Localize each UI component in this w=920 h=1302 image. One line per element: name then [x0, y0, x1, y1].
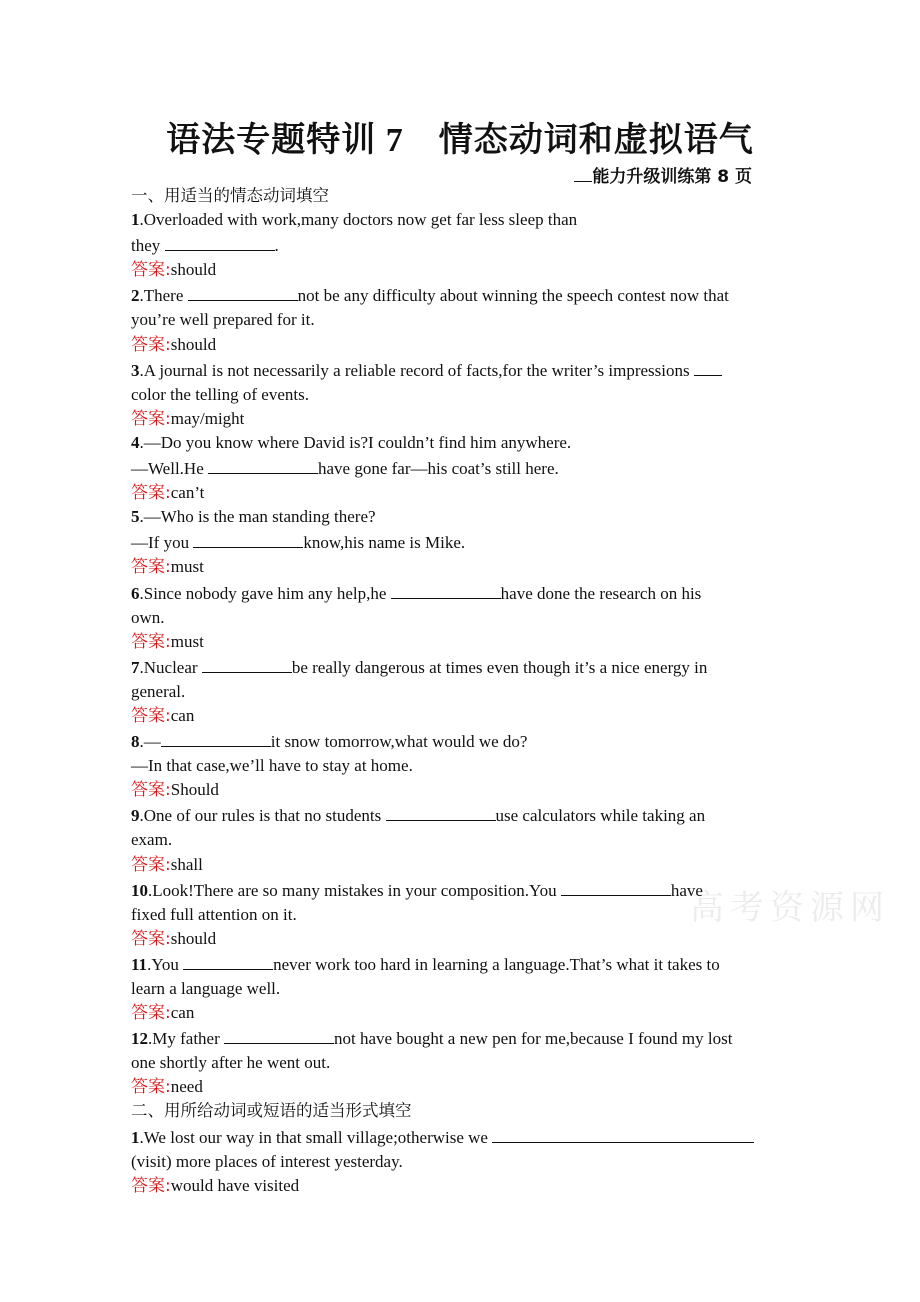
- question: [131, 951, 791, 977]
- question-text: be really dangerous at times even though it’s a nice energy in: [291, 657, 708, 677]
- answer-blank: [561, 877, 671, 896]
- answer-blank: [165, 232, 275, 251]
- answer-label: 答案:: [131, 631, 171, 652]
- answer-blank: [161, 728, 271, 747]
- question-line: —In that case,we’ll have to stay at home.: [131, 756, 413, 776]
- question-number: 8: [131, 732, 140, 752]
- question: [131, 282, 791, 308]
- subtitle-text: 能力升级训练第 8 页: [592, 167, 752, 187]
- answer-line: [131, 258, 791, 282]
- question-line: [131, 455, 791, 481]
- answer-line: [131, 853, 791, 877]
- watermark: 高考资源网: [690, 888, 890, 928]
- question-line: general.: [131, 681, 186, 701]
- answer-line: [131, 1075, 791, 1099]
- answer-label: 答案:: [131, 1077, 171, 1098]
- answer-label: 答案:: [131, 408, 171, 429]
- answer-line: [131, 630, 791, 654]
- answer-line: [131, 927, 791, 951]
- question-number: 10: [131, 880, 148, 900]
- answer-text: must: [170, 557, 204, 577]
- question-text: not have bought a new pen for me,because I found my lost: [334, 1029, 733, 1049]
- question: [131, 505, 791, 529]
- answer-text: shall: [170, 854, 203, 874]
- question-text: .You: [147, 954, 184, 974]
- question-line: (visit) more places of interest yesterday.: [131, 1151, 403, 1171]
- question-text: —Well.He: [131, 459, 208, 479]
- question-text: never work too hard in learning a language.That’s what it takes to: [273, 954, 720, 974]
- answer-line: [131, 407, 791, 431]
- answer-label: 答案:: [131, 260, 171, 281]
- question-number: 7: [131, 657, 140, 677]
- section-heading: 二、用所给动词或短语的适当形式填空: [131, 1101, 412, 1121]
- question-number: 11: [131, 954, 148, 974]
- answer-label: 答案:: [131, 557, 171, 578]
- question-text: .My father: [148, 1029, 225, 1049]
- question-text: .Since nobody gave him any help,he: [139, 583, 391, 603]
- question-text: not be any difficulty about winning the speech contest now that: [297, 286, 729, 306]
- answer-blank: [224, 1025, 334, 1044]
- question-line: color the telling of events.: [131, 384, 309, 404]
- question-text: it snow tomorrow,what would we do?: [270, 732, 528, 752]
- question: [131, 357, 791, 383]
- subtitle-underline: [574, 167, 592, 182]
- question-number: 3: [131, 360, 140, 380]
- answer-blank: [183, 951, 273, 970]
- answer-text: may/might: [170, 408, 245, 428]
- question-text: use calculators while taking an: [495, 806, 706, 826]
- question-line: [131, 232, 791, 258]
- question-line: exam.: [131, 830, 173, 850]
- question-text: they: [131, 236, 165, 256]
- answer-text: would have visited: [170, 1175, 300, 1195]
- answer-line: [131, 778, 791, 802]
- answer-label: 答案:: [131, 334, 171, 355]
- question-line: [131, 529, 791, 555]
- answer-blank: [492, 1124, 754, 1143]
- question-text: have done the research on his: [500, 583, 702, 603]
- answer-blank: [202, 654, 292, 673]
- question-text: have gone far—his coat’s still here.: [318, 459, 559, 479]
- answer-text: should: [170, 928, 217, 948]
- answer-text: need: [170, 1077, 203, 1097]
- question-text: know,his name is Mike.: [303, 533, 466, 553]
- question-text: .Nuclear: [139, 657, 202, 677]
- question-number: 5: [131, 507, 140, 527]
- question: [131, 208, 791, 232]
- answer-text: can: [170, 705, 195, 725]
- question-text: .Look!There are so many mistakes in your composition.You: [148, 880, 561, 900]
- question: [131, 877, 791, 903]
- question-text: .: [274, 236, 279, 256]
- answer-label: 答案:: [131, 705, 171, 726]
- answer-blank: [208, 455, 318, 474]
- answer-label: 答案:: [131, 854, 171, 875]
- question-number: 1: [131, 1127, 140, 1147]
- answer-blank: [193, 529, 303, 548]
- answer-line: [131, 704, 791, 728]
- answer-label: 答案:: [131, 483, 171, 504]
- exercise-content: [131, 184, 791, 1198]
- answer-line: [131, 333, 791, 357]
- answer-line: [131, 555, 791, 579]
- question: [131, 580, 791, 606]
- question-text: .We lost our way in that small village;otherwise we: [139, 1127, 493, 1147]
- question-line: one shortly after he went out.: [131, 1053, 331, 1073]
- question-text: .One of our rules is that no students: [139, 806, 386, 826]
- section-heading: 一、用适当的情态动词填空: [131, 186, 329, 205]
- answer-line: [131, 1174, 791, 1198]
- question: [131, 431, 791, 455]
- question-text: .—: [139, 732, 161, 752]
- question: [131, 1025, 791, 1051]
- question-text: —If you: [131, 533, 194, 553]
- question-line: own.: [131, 607, 165, 627]
- question-text: .Overloaded with work,many doctors now get far less sleep than: [139, 210, 578, 230]
- answer-blank: [386, 802, 496, 821]
- question: [131, 728, 791, 754]
- answer-line: [131, 481, 791, 505]
- answer-blank: [188, 282, 298, 301]
- question: [131, 802, 791, 828]
- answer-blank: [391, 580, 501, 599]
- question-number: 2: [131, 286, 140, 306]
- answer-label: 答案:: [131, 1003, 171, 1024]
- answer-text: Should: [170, 780, 219, 800]
- question-number: 1: [131, 210, 140, 230]
- answer-text: should: [170, 260, 217, 280]
- answer-text: should: [170, 334, 217, 354]
- answer-blank: [694, 357, 722, 376]
- answer-line: [131, 1001, 791, 1025]
- answer-text: can’t: [170, 483, 205, 503]
- question-text: .—Do you know where David is?I couldn’t find him anywhere.: [139, 432, 572, 452]
- question-line: learn a language well.: [131, 979, 281, 998]
- question: [131, 1124, 791, 1150]
- question-text: .—Who is the man standing there?: [139, 507, 376, 527]
- page-title: 语法专题特训 7 情态动词和虚拟语气: [166, 122, 754, 159]
- question-number: 9: [131, 806, 140, 826]
- answer-label: 答案:: [131, 1175, 171, 1196]
- answer-text: must: [170, 631, 204, 651]
- answer-label: 答案:: [131, 780, 171, 801]
- answer-text: can: [170, 1003, 195, 1023]
- answer-label: 答案:: [131, 928, 171, 949]
- question-line: fixed full attention on it.: [131, 904, 297, 924]
- question-number: 4: [131, 432, 140, 452]
- question: [131, 654, 791, 680]
- question-number: 12: [131, 1029, 148, 1049]
- question-text: .A journal is not necessarily a reliable record of facts,for the writer’s impressions: [139, 360, 694, 380]
- question-text: have: [670, 880, 703, 900]
- question-text: .There: [139, 286, 188, 306]
- question-line: you’re well prepared for it.: [131, 310, 315, 330]
- question-number: 6: [131, 583, 140, 603]
